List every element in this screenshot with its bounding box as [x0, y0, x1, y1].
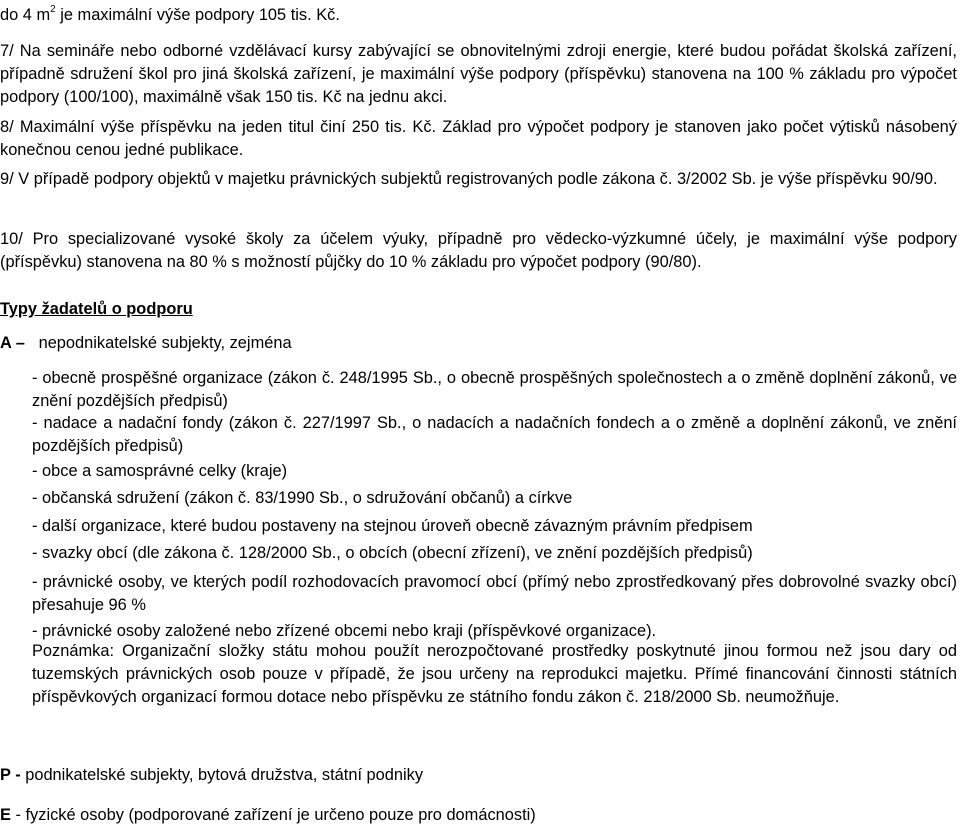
list-item: - nadace a nadační fondy (zákon č. 227/1997 Sb., o nadacích a nadačních fondech a o změně a doplnění zákonů, ve znění pozdějších předpisů) [32, 414, 957, 455]
intro-text-post: je maximální výše podpory 105 tis. Kč. [55, 6, 340, 24]
group-p-letter: P - [0, 766, 21, 784]
paragraph-8: 8/ Maximální výše příspěvku na jeden titul činí 250 tis. Kč. Základ pro výpočet podpory je stanoven jako počet výtisků násobený konečnou cenou jedné publikace. [0, 118, 957, 159]
group-e-line [0, 804, 957, 827]
intro-superscript: 2 [50, 3, 56, 15]
list-item: - občanská sdružení (zákon č. 83/1990 Sb., o sdružování občanů) a církve [32, 489, 573, 507]
group-a-line [0, 332, 957, 355]
paragraph-7: 7/ Na semináře nebo odborné vzdělávací kursy zabývající se obnovitelnými zdroji energie, které budou pořádat školská zařízení, případně sdružení škol pro jiná školská zařízení, je maximální výše podpory (příspěvku) stanovena na 100 % základu pro výpočet podpory (100/100), maximálně však 150 tis. Kč na jednu akci. [0, 42, 957, 106]
section-heading: Typy žadatelů o podporu [0, 300, 193, 318]
group-e-text: - fyzické osoby (podporované zařízení je určeno pouze pro domácnosti) [10, 806, 536, 824]
group-p-text: podnikatelské subjekty, bytová družstva, státní podniky [20, 766, 424, 784]
list-item: - svazky obcí (dle zákona č. 128/2000 Sb., o obcích (obecní zřízení), ve znění pozdějších předpisů) [32, 544, 753, 562]
paragraph-9: 9/ V případě podpory objektů v majetku právnických subjektů registrovaných podle zákona č. 3/2002 Sb. je výše příspěvku 90/90. [0, 170, 938, 188]
list-item: - právnické osoby, ve kterých podíl rozhodovacích pravomocí obcí (přímý nebo zprostředkovaný přes dobrovolné svazky obcí) přesahuje 96 % [32, 573, 957, 614]
list-item: - obecně prospěšné organizace (zákon č. 248/1995 Sb., o obecně prospěšných společnostech a o změně doplnění zákonů, ve znění pozdějších předpisů) [32, 369, 957, 410]
list-item: - obce a samosprávné celky (kraje) [32, 462, 288, 480]
group-e-letter: E [0, 806, 11, 824]
intro-text-pre: do 4 m [0, 6, 51, 24]
group-p-line [0, 764, 957, 787]
intro-line [0, 4, 957, 27]
list-item: - další organizace, které budou postaveny na stejnou úroveň obecně závazným právním předpisem [32, 517, 753, 535]
note-paragraph: Poznámka: Organizační složky státu mohou použít nerozpočtované prostředky poskytnuté jinou formou než jsou dary od tuzemských právnických osob pouze v případě, že jsou určeny na reprodukci majetku. Přímé financování činnosti státních příspěvkových organizací formou dotace nebo příspěvku ze státního fondu zákon č. 218/2000 Sb. neumožňuje. [32, 642, 957, 706]
group-a-text: nepodnikatelské subjekty, zejména [38, 334, 292, 352]
list-item: - právnické osoby založené nebo zřízené obcemi nebo kraji (příspěvkové organizace). [32, 622, 657, 640]
paragraph-10: 10/ Pro specializované vysoké školy za účelem výuky, případně pro vědecko-výzkumné účely, je maximální výše podpory (příspěvku) stanovena na 80 % s možností půjčky do 10 % základu pro výpočet podpory (90/80). [0, 230, 957, 271]
group-a-letter: A – [0, 334, 25, 352]
